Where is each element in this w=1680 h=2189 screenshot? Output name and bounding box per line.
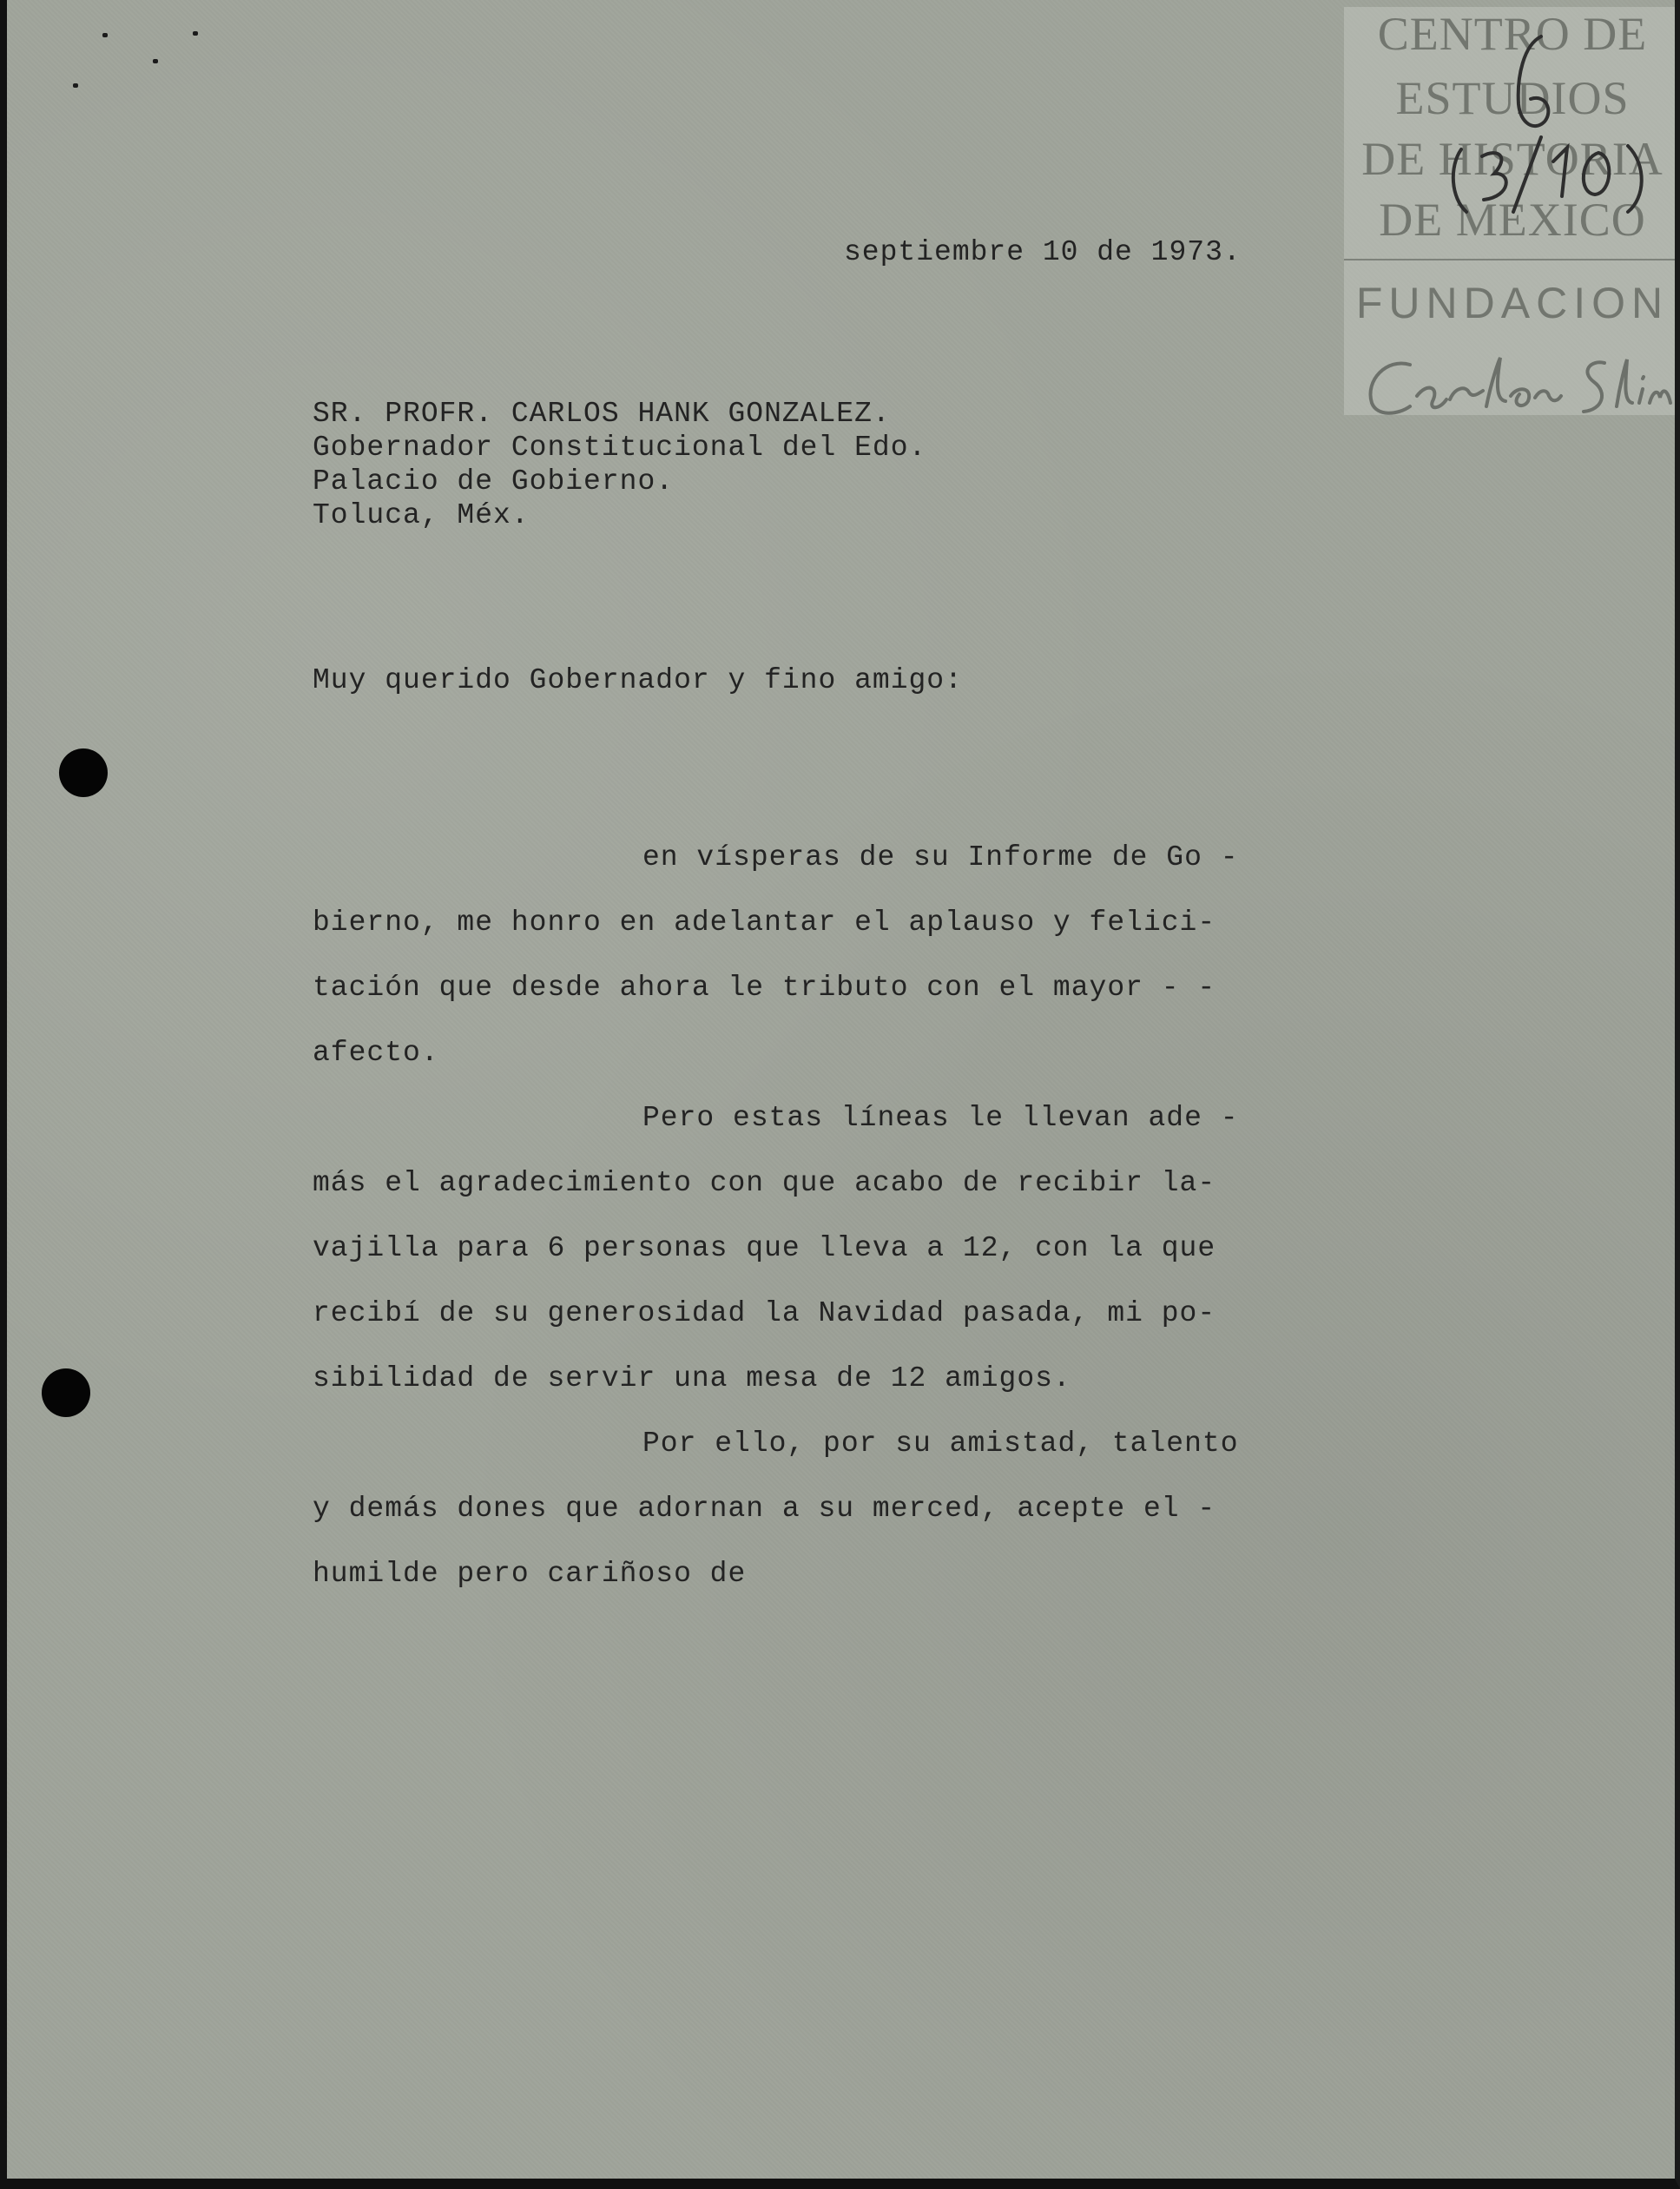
- body-line: afecto.: [313, 1037, 439, 1069]
- recipient-line-4: Toluca, Méx.: [313, 499, 530, 531]
- recipient-line-2: Gobernador Constitucional del Edo.: [313, 432, 927, 464]
- stamp-line-4: DE MEXICO: [1379, 194, 1646, 246]
- stamp-line-5: FUNDACION: [1355, 279, 1670, 327]
- body-line: bierno, me honro en adelantar el aplauso y felici-: [313, 907, 1216, 939]
- punch-hole: [59, 748, 108, 797]
- stamp-line-1: CENTRO DE: [1377, 8, 1648, 60]
- handwritten-page-annotation: [1437, 26, 1654, 217]
- body-line: recibí de su generosidad la Navidad pasada, mi po-: [313, 1297, 1216, 1329]
- salutation: Muy querido Gobernador y fino amigo:: [313, 664, 963, 696]
- stamp-line-2: ESTUDIOS: [1395, 72, 1630, 124]
- paper-speck: [102, 33, 108, 37]
- recipient-line-1: SR. PROFR. CARLOS HANK GONZALEZ.: [313, 398, 891, 430]
- paper-speck: [153, 59, 158, 63]
- stamp-line-3: DE HISTORIA: [1361, 133, 1664, 185]
- paper-speck: [73, 83, 78, 88]
- paper-speck: [193, 31, 198, 36]
- stamp-signature: [1356, 346, 1674, 432]
- body-line: y demás dones que adornan a su merced, acepte el -: [313, 1493, 1216, 1525]
- body-line: vajilla para 6 personas que lleva a 12, con la que: [313, 1232, 1216, 1264]
- body-line: Por ello, por su amistad, talento: [642, 1427, 1239, 1460]
- letter-body: [313, 825, 1302, 1606]
- recipient-line-3: Palacio de Gobierno.: [313, 465, 675, 498]
- letter-date: septiembre 10 de 1973.: [844, 236, 1242, 268]
- body-line: en vísperas de su Informe de Go -: [642, 841, 1239, 874]
- body-line: tación que desde ahora le tributo con el mayor - -: [313, 972, 1216, 1004]
- body-line: humilde pero cariñoso de: [313, 1558, 747, 1590]
- stamp-divider: [1344, 259, 1680, 260]
- body-line: sibilidad de servir una mesa de 12 amigos.: [313, 1362, 1071, 1394]
- body-line: Pero estas líneas le llevan ade -: [642, 1102, 1239, 1134]
- body-line: más el agradecimiento con que acabo de recibir la-: [313, 1167, 1216, 1199]
- punch-hole: [42, 1368, 90, 1417]
